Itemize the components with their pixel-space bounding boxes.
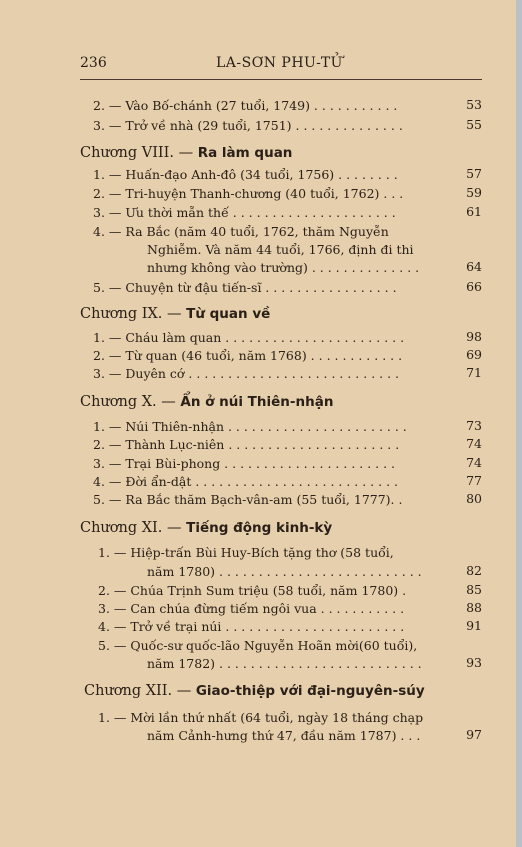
- toc-entry: 3. — Trại Bùi-phong . . . . . . . . . . . . . . . . . . . . . .: [93, 456, 396, 471]
- toc-page-number: 98: [466, 329, 482, 344]
- toc-page-number: 88: [466, 600, 482, 615]
- chapter-heading: [80, 143, 292, 163]
- toc-page-number: 55: [466, 117, 482, 132]
- toc-page-number: 85: [466, 582, 482, 597]
- toc-page-number: 91: [466, 618, 482, 633]
- chapter-title: Giao-thiệp với đại-nguyên-súy: [195, 683, 425, 699]
- toc-entry-continuation: năm 1782) . . . . . . . . . . . . . . . . . . . . . . . . . .: [147, 656, 422, 671]
- toc-entry: 1. — Cháu làm quan . . . . . . . . . . . . . . . . . . . . . . .: [93, 330, 405, 345]
- running-title: LA-SƠN PHU-TỬ: [216, 55, 343, 71]
- chapter-title: Ra làm quan: [197, 145, 293, 161]
- page-header: [80, 55, 482, 75]
- toc-entry: 5. — Chuyện từ đậu tiến-sĩ . . . . . . . . . . . . . . . . .: [93, 280, 397, 295]
- chapter-title: Tiếng động kinh-kỳ: [186, 520, 333, 536]
- toc-entry: 2. — Thành Lục-niên . . . . . . . . . . . . . . . . . . . . . .: [93, 437, 400, 452]
- header-rule: [80, 79, 482, 80]
- toc-entry: 3. — Ưu thời mẫn thế . . . . . . . . . . . . . . . . . . . . .: [93, 205, 396, 220]
- toc-entry: 2. — Chúa Trịnh Sum triệu (58 tuổi, năm 1780) .: [98, 583, 407, 598]
- toc-entry: 3. — Can chúa đừng tiếm ngôi vua . . . . . . . . . . .: [98, 601, 405, 616]
- chapter-label: Chương XI. —: [80, 520, 182, 536]
- chapter-heading: [80, 304, 270, 324]
- toc-entry: 1. — Mời lần thứ nhất (64 tuổi, ngày 18 tháng chạp: [98, 710, 424, 725]
- toc-entry-continuation: Nghiễm. Và năm 44 tuổi, 1766, định đi thi: [147, 242, 414, 257]
- chapter-heading: [80, 518, 332, 538]
- toc-entry: 1. — Huấn-đạo Anh-đô (34 tuổi, 1756) . . . . . . . .: [93, 167, 398, 182]
- toc-entry: 5. — Quốc-sư quốc-lão Nguyễn Hoãn mời(60 tuổi),: [98, 638, 418, 653]
- page-edge: [516, 0, 522, 847]
- toc-entry-continuation: năm 1780) . . . . . . . . . . . . . . . . . . . . . . . . . .: [147, 564, 422, 579]
- chapter-label: Chương VIII. —: [80, 145, 194, 161]
- chapter-label: Chương XII. —: [84, 683, 192, 699]
- toc-page-number: 77: [466, 473, 482, 488]
- toc-entry: 3. — Duyên cớ . . . . . . . . . . . . . . . . . . . . . . . . . . .: [93, 366, 400, 381]
- toc-page-number: 73: [466, 418, 482, 433]
- toc-page-number: 74: [466, 455, 482, 470]
- toc-page-number: 64: [466, 259, 482, 274]
- toc-page-number: 66: [466, 279, 482, 294]
- toc-page-number: 59: [466, 185, 482, 200]
- chapter-title: Ẩn ở núi Thiên-nhận: [180, 394, 334, 410]
- toc-page-number: 57: [466, 166, 482, 181]
- toc-entry-continuation: nhưng không vào trường) . . . . . . . . . . . . . .: [147, 260, 420, 275]
- toc-entry: 2. — Từ quan (46 tuổi, năm 1768) . . . . . . . . . . . .: [93, 348, 403, 363]
- toc-page-number: 53: [466, 97, 482, 112]
- chapter-title: Từ quan về: [186, 306, 271, 322]
- chapter-label: Chương IX. —: [80, 306, 182, 322]
- toc-entry: 4. — Đời ẩn-dật . . . . . . . . . . . . . . . . . . . . . . . . . .: [93, 474, 398, 489]
- toc-page-number: 71: [466, 365, 482, 380]
- toc-entry: 1. — Núi Thiên-nhận . . . . . . . . . . . . . . . . . . . . . . .: [93, 419, 407, 434]
- toc-page-number: 97: [466, 727, 482, 742]
- toc-page-number: 93: [466, 655, 482, 670]
- toc-entry: 5. — Ra Bắc thăm Bạch-vân-am (55 tuổi, 1777). .: [93, 492, 403, 507]
- toc-page-number: 80: [466, 491, 482, 506]
- toc-entry: 1. — Hiệp-trấn Bùi Huy-Bích tặng thơ (58 tuổi,: [98, 545, 394, 560]
- toc-entry: 4. — Ra Bắc (năm 40 tuổi, 1762, thăm Nguyễn: [93, 224, 389, 239]
- toc-page-number: 61: [466, 204, 482, 219]
- toc-entry: 3. — Trở về nhà (29 tuổi, 1751) . . . . . . . . . . . . . .: [93, 118, 403, 133]
- toc-entry: 2. — Tri-huyện Thanh-chương (40 tuổi, 1762) . . .: [93, 186, 404, 201]
- chapter-heading: [84, 681, 425, 701]
- chapter-heading: [80, 392, 333, 412]
- toc-entry: 2. — Vào Bố-chánh (27 tuổi, 1749) . . . . . . . . . . .: [93, 98, 398, 113]
- toc-page-number: 74: [466, 436, 482, 451]
- toc-entry-continuation: năm Cảnh-hưng thứ 47, đầu năm 1787) . . .: [147, 728, 421, 743]
- toc-page-number: 69: [466, 347, 482, 362]
- chapter-label: Chương X. —: [80, 394, 176, 410]
- toc-entry: 4. — Trở về trại núi . . . . . . . . . . . . . . . . . . . . . . .: [98, 619, 405, 634]
- page-number: 236: [80, 55, 107, 71]
- toc-page-number: 82: [466, 563, 482, 578]
